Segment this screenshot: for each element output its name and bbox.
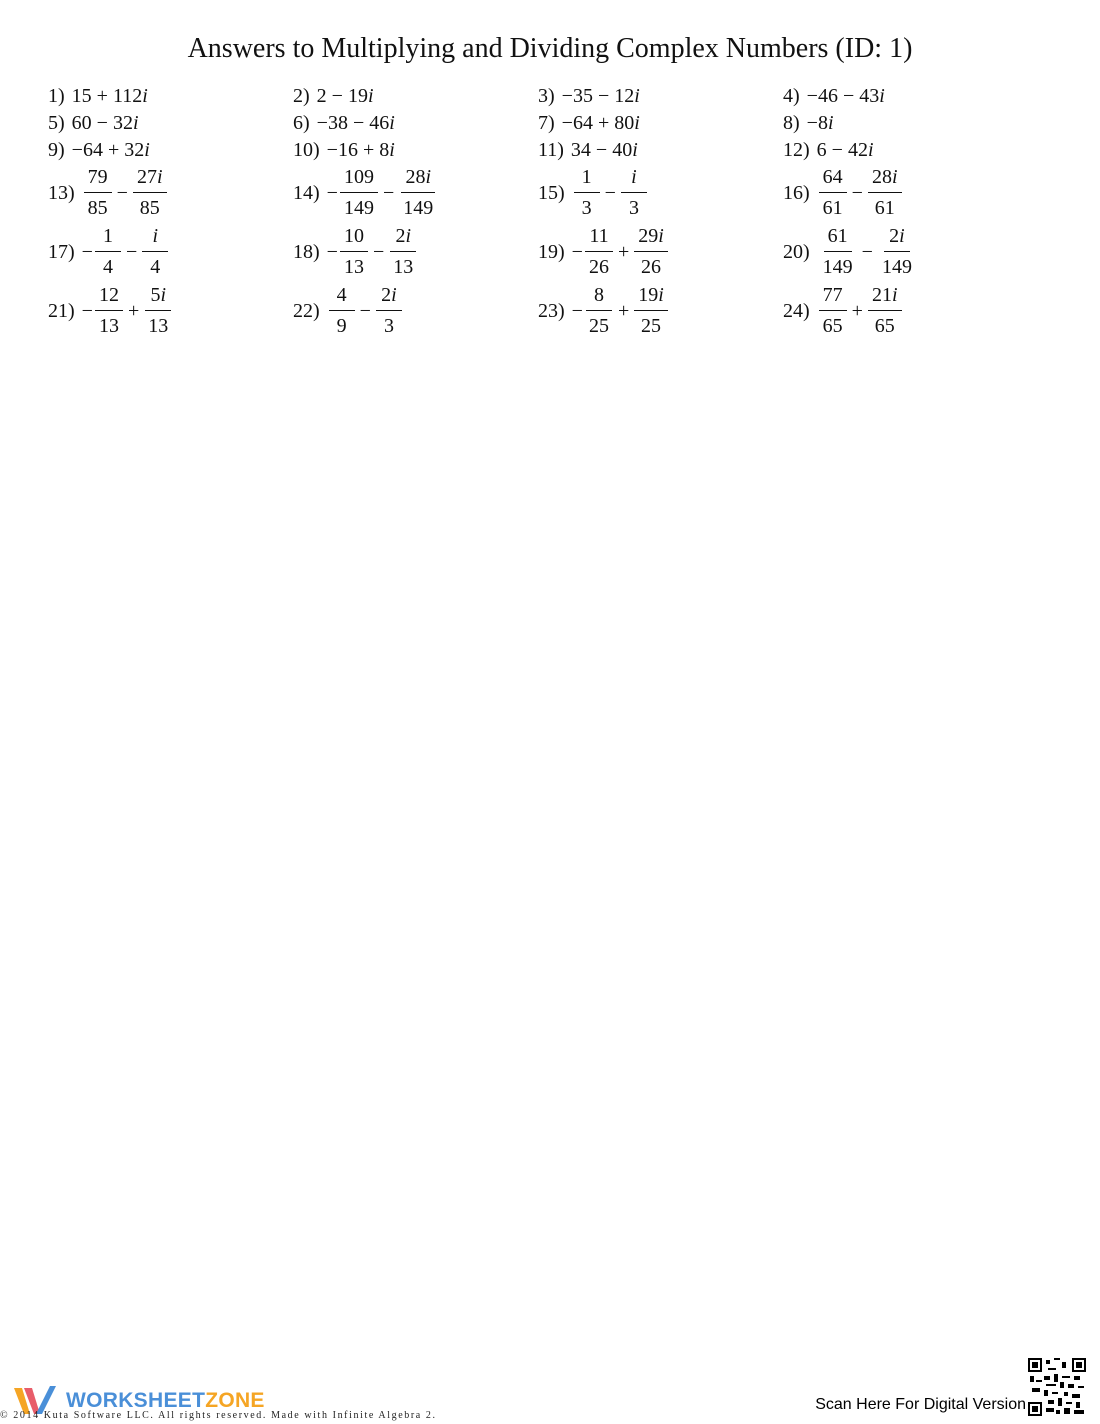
fraction: $\frac{10}{13}$ [340, 224, 368, 279]
answer-value: −16 + 8 [326, 138, 390, 161]
answer-grid [48, 82, 1048, 340]
qr-code-icon[interactable] [1028, 1358, 1086, 1416]
answer-17: 17) − $\frac{1}{4}$ − $\frac{i}{4}$ [48, 224, 293, 279]
answer-11: 11) 34 − 40 i [538, 138, 638, 161]
answer-number: 6) [293, 111, 310, 134]
answer-number: 2) [293, 84, 310, 107]
fraction: 1 3 [574, 165, 600, 220]
fraction: $\frac{29i}{26}$ [634, 224, 668, 279]
fraction: $\frac{19i}{25}$ [634, 283, 668, 338]
fraction: $\frac{109}{149}$ [340, 165, 378, 220]
answer-value: −64 + 32 [71, 138, 145, 161]
answer-value: 34 − 40 [570, 138, 633, 161]
answer-18: 18) − $\frac{10}{13}$ − $\frac{2i}{13}$ [293, 224, 538, 279]
answer-1: 1) 15 + 112 i [48, 84, 148, 107]
answer-13: 13) 79 85 − $\frac{27i}{85}$ [48, 165, 293, 220]
answer-number: 7) [538, 111, 555, 134]
fraction: 79 85 [84, 165, 112, 220]
answer-6: 6) −38 − 46 i [293, 111, 395, 134]
answer-number: 11) [538, 138, 564, 161]
answer-23: 23) − $\frac{8}{25}$ + $\frac{19i}{25}$ [538, 283, 783, 338]
answer-value: 15 + 112 [71, 84, 143, 107]
answer-22: 22) 4 9 − $\frac{2i}{3}$ [293, 283, 538, 338]
answer-5: 5) 60 − 32 i [48, 111, 139, 134]
fraction: $\frac{i}{3}$ [621, 165, 647, 220]
answer-8: 8) −8 i [783, 111, 834, 134]
answer-number: 1) [48, 84, 65, 107]
fraction: $\frac{21i}{65}$ [868, 283, 902, 338]
answer-10: 10) −16 + 8 i [293, 138, 395, 161]
fraction: 61 149 [822, 225, 853, 278]
answer-number: 12) [783, 138, 810, 161]
fraction: $\frac{1}{4}$ [95, 224, 121, 279]
fraction: $\frac{2i}{13}$ [389, 224, 417, 279]
fraction: $\frac{i}{4}$ [142, 224, 168, 279]
answer-number: 10) [293, 138, 320, 161]
answer-2: 2) 2 − 19 i [293, 84, 374, 107]
fraction: 77 65 [819, 283, 847, 338]
answer-number: 4) [783, 84, 800, 107]
answer-3: 3) −35 − 12 i [538, 84, 640, 107]
answer-value: −64 + 80 [561, 111, 635, 134]
fraction: $\frac{5i}{13}$ [144, 283, 172, 338]
answer-row [48, 136, 1048, 163]
answer-value: 2 − 19 [316, 84, 368, 107]
answer-19: 19) − $\frac{11}{26}$ + $\frac{29i}{26}$ [538, 224, 783, 279]
fraction: $\frac{27i}{85}$ [133, 165, 167, 220]
answer-number: 5) [48, 111, 65, 134]
answer-value: 6 − 42 [816, 138, 868, 161]
answer-16: 16) 64 61 − $\frac{28i}{61}$ [783, 165, 1028, 220]
logo-text: WORKSHEETZONE [66, 1389, 265, 1412]
answer-number: 3) [538, 84, 555, 107]
answer-24: 24) 77 65 + $\frac{21i}{65}$ [783, 283, 1028, 338]
answer-row [48, 82, 1048, 109]
page-title: Answers to Multiplying and Dividing Complex Numbers (ID: 1) [187, 33, 913, 64]
fraction: 4 9 [329, 283, 355, 338]
answer-row [48, 281, 1048, 340]
answer-21: 21) − $\frac{12}{13}$ + $\frac{5i}{13}$ [48, 283, 293, 338]
answer-value: −46 − 43 [806, 84, 880, 107]
fraction: $\frac{28i}{149}$ [403, 166, 434, 219]
answer-9: 9) −64 + 32 i [48, 138, 150, 161]
fraction: $\frac{8}{25}$ [585, 283, 613, 338]
fraction: $\frac{11}{26}$ [585, 224, 613, 279]
scan-label: Scan Here For Digital Version [815, 1396, 1026, 1413]
answer-row [48, 109, 1048, 136]
answer-14: 14) − $\frac{109}{149}$ − $\frac{28i}{149}$ [293, 165, 538, 220]
answer-row [48, 163, 1048, 222]
answer-20: 20) 61 149 − $\frac{2i}{149}$ [783, 224, 1028, 279]
answer-15: 15) 1 3 − $\frac{i}{3}$ [538, 165, 783, 220]
fraction: $\frac{2i}{149}$ [881, 225, 912, 278]
fraction: $\frac{28i}{61}$ [868, 165, 902, 220]
answer-4: 4) −46 − 43 i [783, 84, 885, 107]
answer-value: −38 − 46 [316, 111, 390, 134]
answer-7: 7) −64 + 80 i [538, 111, 640, 134]
copyright-notice: © 2014 Kuta Software LLC. All rights reserved. Made with Infinite Algebra 2. [0, 1410, 437, 1421]
answer-value: 60 − 32 [71, 111, 133, 134]
answer-value: −8 [806, 111, 828, 134]
answer-row [48, 222, 1048, 281]
fraction: 64 61 [819, 165, 847, 220]
answer-12: 12) 6 − 42 i [783, 138, 874, 161]
fraction: $\frac{12}{13}$ [95, 283, 123, 338]
answer-number: 9) [48, 138, 65, 161]
answer-number: 8) [783, 111, 800, 134]
answer-value: −35 − 12 [561, 84, 635, 107]
fraction: $\frac{2i}{3}$ [376, 283, 402, 338]
